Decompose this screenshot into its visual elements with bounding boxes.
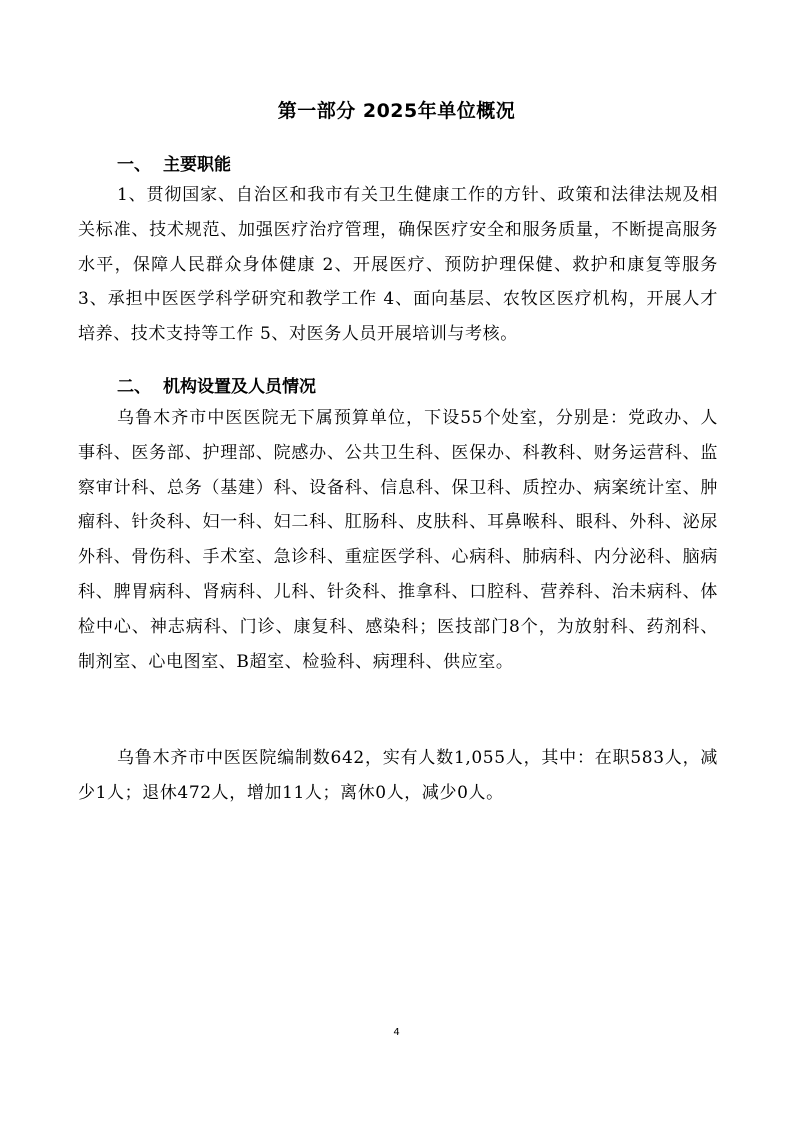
functions-paragraph: 1、贯彻国家、自治区和我市有关卫生健康工作的方针、政策和法律法规及相关标准、技术规范、加强医疗治疗管理，确保医疗安全和服务质量，不断提高服务水平，保障人民群众身体健康 2、开展医疗、预防护理保健、救护和康复等服务 3、承担中医医学科学研究和教学工作 4、面向基层、农牧区医疗机构，开展人才培养、技术支持等工作 5、对医务人员开展培训与考核。 — [78, 185, 718, 345]
section-number: 一、 — [117, 155, 151, 175]
departments-paragraph: 乌鲁木齐市中医医院无下属预算单位，下设55个处室，分别是：党政办、人事科、医务部、护理部、院感办、公共卫生科、医保办、科教科、财务运营科、监察审计科、总务（基建）科、设备科、信息科、保卫科、质控办、病案统计室、肿瘤科、针灸科、妇一科、妇二科、肛肠科、皮肤科、耳鼻喉科、眼科、外科、泌尿外科、骨伤科、手术室、急诊科、重症医学科、心病科、肺病科、内分泌科、脑病科、脾胃病科、肾病科、儿科、针灸科、推拿科、口腔科、营养科、治未病科、体检中心、神志病科、门诊、康复科、感染科；医技部门8个，为放射科、药剂科、制剂室、心电图室、B超室、检验科、病理科、供应室。 — [78, 408, 718, 672]
page-title: 第一部分 2025年单位概况 — [277, 100, 516, 122]
section-title: 主要职能 — [163, 155, 231, 175]
staffing-paragraph: 乌鲁木齐市中医医院编制数642，实有人数1,055人，其中：在职583人，减少1人；退休472人，增加11人；离休0人，减少0人。 — [78, 748, 718, 803]
page-number: 4 — [393, 1027, 400, 1038]
section-heading-organization — [117, 372, 316, 397]
section-heading-main-functions — [117, 150, 231, 175]
section-title: 机构设置及人员情况 — [163, 377, 316, 397]
section-number: 二、 — [117, 377, 151, 397]
